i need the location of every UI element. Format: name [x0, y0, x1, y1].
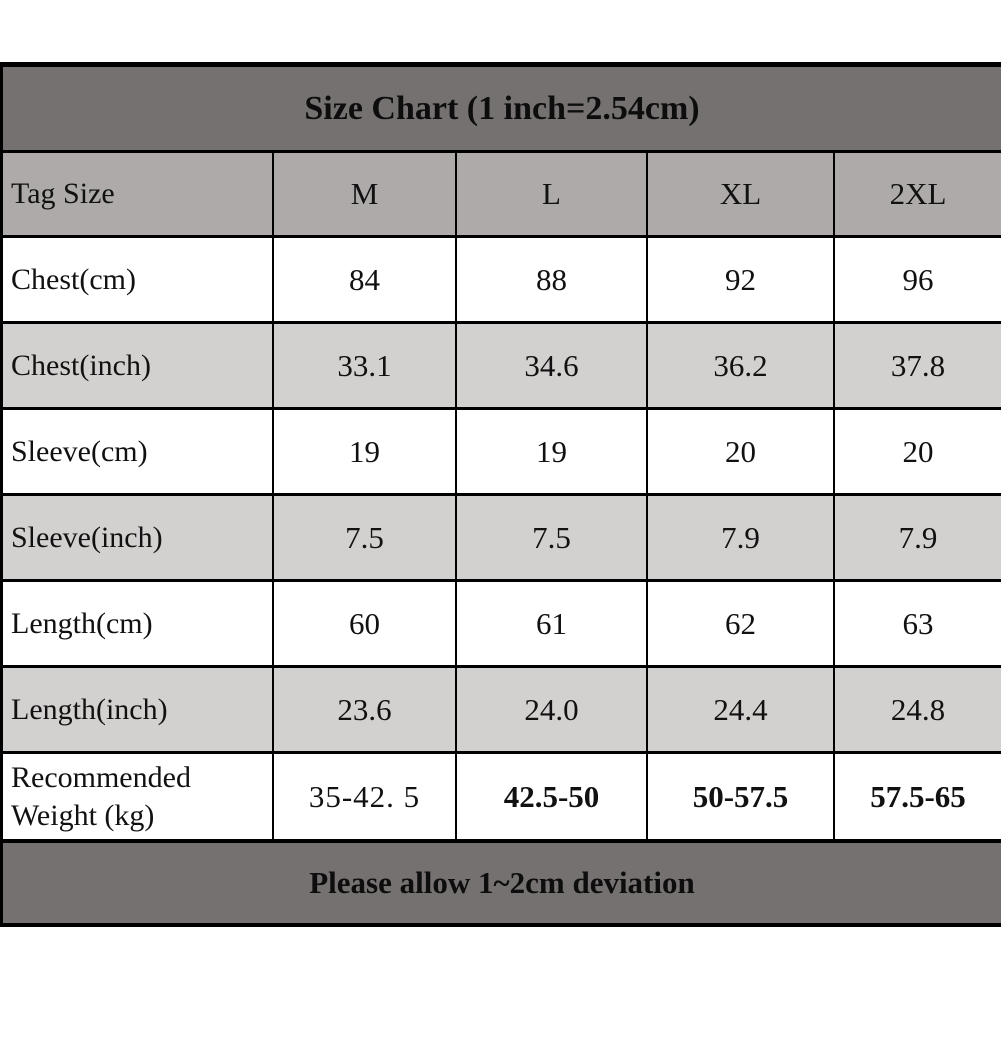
row-label: Chest(cm) — [3, 238, 274, 321]
data-cell: 36.2 — [648, 324, 835, 407]
row-label: Chest(inch) — [3, 324, 274, 407]
header-cell-size-xl: XL — [648, 153, 835, 235]
data-cell: 84 — [274, 238, 457, 321]
data-cell: 20 — [648, 410, 835, 493]
table-header-row — [3, 153, 1001, 238]
data-cell: 60 — [274, 582, 457, 665]
data-cell: 88 — [457, 238, 648, 321]
data-cell: 35-42. 5 — [274, 754, 457, 839]
data-cell: 19 — [457, 410, 648, 493]
table-row-length-inch — [3, 668, 1001, 754]
table-row-length-cm — [3, 582, 1001, 668]
data-cell: 7.5 — [457, 496, 648, 579]
header-cell-size-2xl: 2XL — [889, 176, 947, 211]
data-cell: 42.5-50 — [457, 754, 648, 839]
data-cell: 92 — [648, 238, 835, 321]
data-cell: 23.6 — [274, 668, 457, 751]
deviation-note: Please allow 1~2cm deviation — [3, 843, 1001, 927]
header-cell-tag-size: Tag Size — [3, 153, 274, 235]
data-cell: 19 — [274, 410, 457, 493]
data-cell: 61 — [457, 582, 648, 665]
data-cell: 62 — [648, 582, 835, 665]
table-row-chest-inch — [3, 324, 1001, 410]
size-chart-table — [0, 62, 1001, 927]
size-chart-title: Size Chart (1 inch=2.54cm) — [3, 67, 1001, 153]
data-cell: 20 — [902, 433, 934, 469]
row-label: Sleeve(cm) — [3, 410, 274, 493]
data-cell: 63 — [902, 605, 934, 641]
data-cell: 50-57.5 — [648, 754, 835, 839]
data-cell: 57.5-65 — [870, 778, 966, 814]
row-label: Recommended Weight (kg) — [3, 754, 274, 839]
table-row-recommended-weight — [3, 754, 1001, 843]
row-label: Sleeve(inch) — [3, 496, 274, 579]
data-cell: 37.8 — [890, 347, 946, 383]
header-cell-size-l: L — [457, 153, 648, 235]
row-label: Length(inch) — [3, 668, 274, 751]
data-cell: 33.1 — [274, 324, 457, 407]
data-cell: 7.9 — [898, 519, 938, 555]
data-cell: 7.9 — [648, 496, 835, 579]
data-cell: 24.0 — [457, 668, 648, 751]
data-cell: 7.5 — [274, 496, 457, 579]
header-cell-size-m: M — [274, 153, 457, 235]
data-cell: 24.8 — [890, 691, 946, 727]
table-row-sleeve-inch — [3, 496, 1001, 582]
table-row-chest-cm — [3, 238, 1001, 324]
row-label: Length(cm) — [3, 582, 274, 665]
table-row-sleeve-cm — [3, 410, 1001, 496]
data-cell: 96 — [902, 261, 934, 297]
data-cell: 24.4 — [648, 668, 835, 751]
data-cell: 34.6 — [457, 324, 648, 407]
